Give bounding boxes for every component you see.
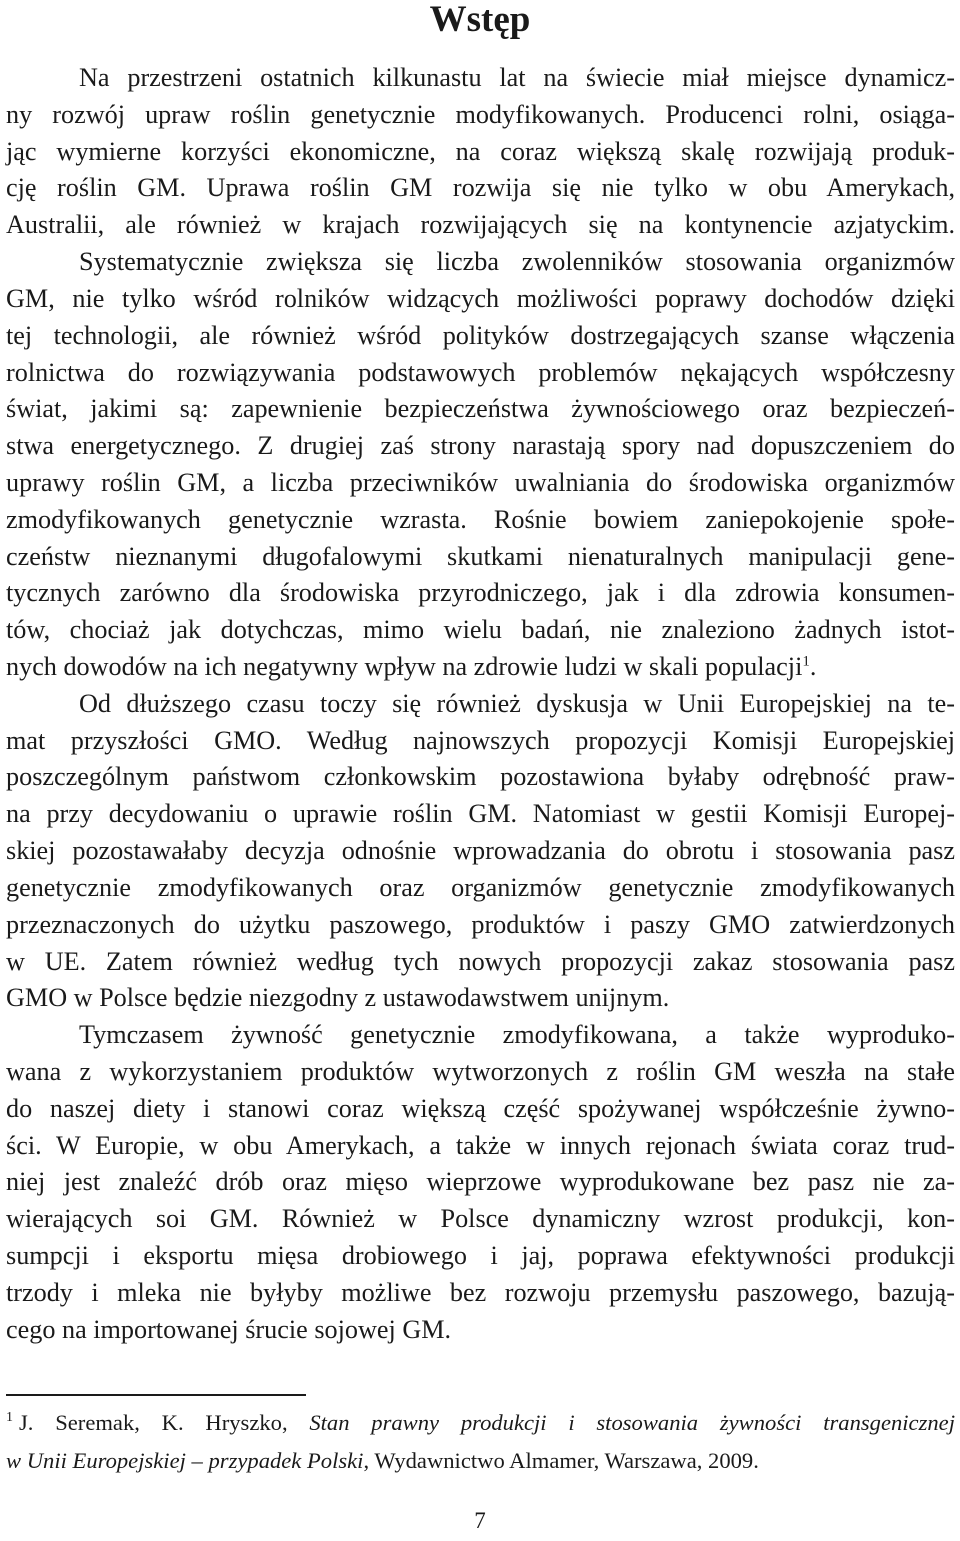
text-line: ny rozwój upraw roślin genetycznie modyfikowanych. Producenci rolni, osiąga-	[6, 99, 955, 129]
text-line-content: nych dowodów na ich negatywny wpływ na zdrowie ludzi w skali populacji	[6, 652, 803, 681]
footnote	[6, 1404, 955, 1480]
footnote-title: Stan prawny produkcji i stosowania żywności transgenicznej	[309, 1410, 955, 1435]
text-line: Australii, ale również w krajach rozwijających się na kontynencie azjatyckim.	[6, 210, 955, 240]
text-line: rolnictwa do rozwiązywania podstawowych problemów nękających współczesny	[6, 357, 955, 387]
text-line: trzody i mleka nie byłyby możliwe bez rozwoju przemysłu paszowego, bazują-	[6, 1277, 955, 1307]
text-line: tej technologii, ale również wśród polityków dostrzegających szanse włączenia	[6, 320, 955, 350]
footnote-number: 1	[6, 1410, 13, 1426]
text-line: przeznaczonych do użytku paszowego, produktów i paszy GMO zatwierdzonych	[6, 909, 955, 939]
text-line: poszczególnym państwom członkowskim pozostawiona byłaby odrębność praw-	[6, 762, 955, 792]
text-line: Na przestrzeni ostatnich kilkunastu lat na świecie miał miejsce dynamicz-	[79, 63, 955, 92]
text-line: Od dłuższego czasu toczy się również dyskusja w Unii Europejskiej na te-	[79, 688, 955, 718]
text-line: zmodyfikowanych genetycznie wzrasta. Rośnie bowiem zaniepokojenie społe-	[6, 504, 955, 534]
footnote-separator	[6, 1394, 306, 1396]
text-line: czeństw nieznanymi długofalowymi skutkami nienaturalnych manipulacji gene-	[6, 541, 955, 571]
page-number: 7	[474, 1508, 486, 1533]
text-line: genetycznie zmodyfikowanych oraz organizmów genetycznie zmodyfikowanych	[6, 872, 955, 902]
footnote-line	[6, 1442, 955, 1480]
text-line: tycznych zarówno dla środowiska przyrodniczego, jak i dla zdrowia konsumen-	[6, 578, 955, 608]
footnote-author: J. Seremak, K. Hryszko,	[19, 1410, 288, 1435]
text-line: na przy decydowaniu o uprawie roślin GM. Natomiast w gestii Komisji Europej-	[6, 799, 955, 829]
footnote-reference[interactable]: 1	[802, 653, 810, 670]
text-line: tów, chociaż jak dotychczas, mimo wielu badań, nie znaleziono żadnych istot-	[6, 615, 955, 645]
footnote-title-cont: w Unii Europejskiej – przypadek Polski	[6, 1448, 364, 1473]
text-line: ści. W Europie, w obu Amerykach, a także w innych rejonach świata coraz trud-	[6, 1130, 955, 1160]
page-title: Wstęp	[429, 0, 531, 40]
body-text	[6, 60, 955, 1348]
text-line: wana z wykorzystaniem produktów wytworzonych z roślin GM weszła na stałe	[6, 1056, 955, 1086]
text-line: mat przyszłości GMO. Według najnowszych propozycji Komisji Europejskiej	[6, 725, 955, 755]
footnote-line	[6, 1404, 955, 1442]
text-line: GM, nie tylko wśród rolników widzących możliwości poprawy dochodów dzięki	[6, 283, 955, 313]
text-line: cego na importowanej śrucie sojowej GM.	[6, 1314, 452, 1344]
text-line: Tymczasem żywność genetycznie zmodyfikowana, a także wyproduko-	[79, 1020, 955, 1050]
text-line: wierających soi GM. Również w Polsce dynamiczny wzrost produkcji, kon-	[6, 1204, 955, 1234]
text-line: świat, jakimi są: zapewnienie bezpieczeństwa żywnościowego oraz bezpieczeń-	[6, 394, 955, 424]
text-line: cję roślin GM. Uprawa roślin GM rozwija się nie tylko w obu Amerykach,	[6, 173, 955, 203]
text-line	[6, 649, 955, 686]
text-line: niej jest znaleźć drób oraz mięso wieprzowe wyprodukowane bez pasz nie za-	[6, 1167, 955, 1197]
text-line: w UE. Zatem również według tych nowych propozycji zakaz stosowania pasz	[6, 946, 955, 976]
text-line: stwa energetycznego. Z drugiej zaś strony narastają spory nad dopuszczeniem do	[6, 431, 955, 461]
text-line: uprawy roślin GM, a liczba przeciwników uwalniania do środowiska organizmów	[6, 467, 955, 497]
text-line: GMO w Polsce będzie niezgodny z ustawodawstwem unijnym.	[6, 983, 670, 1013]
text-line: do naszej diety i stanowi coraz większą część spożywanej współcześnie żywno-	[6, 1093, 955, 1123]
footnote-publisher: , Wydawnictwo Almamer, Warszawa, 2009.	[363, 1448, 759, 1473]
sentence-end: .	[809, 652, 817, 681]
text-line: skiej pozostawałaby decyzja odnośnie wprowadzania do obrotu i stosowania pasz	[6, 836, 955, 866]
text-line: sumpcji i eksportu mięsa drobiowego i jaj, poprawa efektywności produkcji	[6, 1241, 955, 1270]
text-line: jąc wymierne korzyści ekonomiczne, na coraz większą skalę rozwijają produk-	[6, 136, 955, 166]
text-line: Systematycznie zwiększa się liczba zwolenników stosowania organizmów	[79, 247, 955, 277]
